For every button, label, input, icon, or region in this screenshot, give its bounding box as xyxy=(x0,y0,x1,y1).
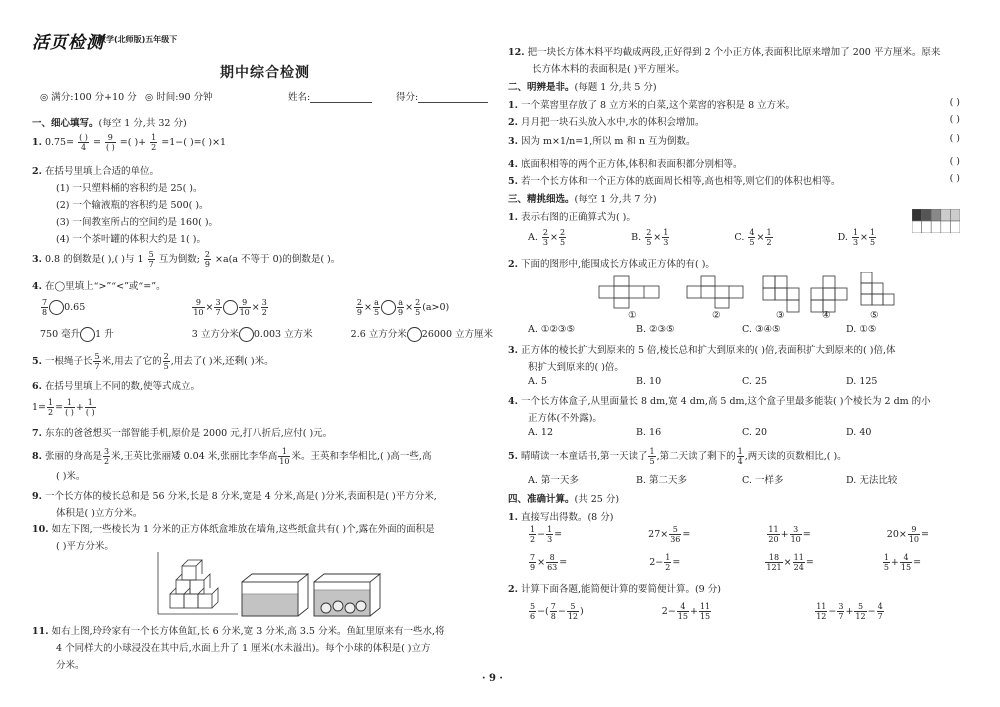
q2-item: (3) 一间教室所占的空间约是 160( )。 xyxy=(56,217,219,228)
q12-line2: 长方体木料的表面积是( )平方厘米。 xyxy=(532,64,685,75)
calc-row-2: $\frac{7}{9}$ × $\frac{8}{63}$ = 2− $\frac{1}{2}$ = $\frac{18}{121}$ × $\frac{11}{24}$ = $\frac{1}{5}$ + $\frac{4}{15}$ = xyxy=(530,553,922,572)
grade-field[interactable] xyxy=(396,89,488,103)
option-b[interactable]: B. 10 xyxy=(636,376,662,387)
c4: 4. 一个长方体盒子,从里面量长 8 dm,宽 4 dm,高 5 dm,这个盒子里最多能装( )个棱长为 2 dm 的小 xyxy=(508,396,931,407)
section-1-note: (每空 1 分,共 32 分) xyxy=(98,118,187,129)
compare-circle[interactable] xyxy=(49,300,64,315)
q1-frac3: $\frac{1}{2}$ xyxy=(151,133,157,152)
q1-frac1: $\frac{( )}{4}$ xyxy=(79,133,88,152)
compare-circle[interactable] xyxy=(239,327,254,342)
c1: 1. 表示右图的正确算式为( )。 xyxy=(508,212,636,223)
section-3-heading: 三、精挑细选。(每空 1 分,共 7 分) xyxy=(508,194,657,205)
net-label: ④ xyxy=(822,310,831,321)
q6: 6. 在括号里填上不同的数,使等式成立。 xyxy=(32,381,200,392)
section-4-heading: 四、准确计算。(共 25 分) xyxy=(508,494,620,505)
c4-line2: 正方体(不外露)。 xyxy=(528,413,602,424)
fraction-grid-figure xyxy=(912,209,960,233)
c3: 3. 正方体的棱长扩大到原来的 5 倍,棱长总和扩大到原来的( )倍,表面积扩大到原来的( )倍,体 xyxy=(508,345,896,356)
option-a[interactable]: A. 12 xyxy=(528,427,553,438)
c1-options: A. $\frac{2}{3}$ × $\frac{2}{5}$ B. $\frac{2}{5}$ × $\frac{1}{3}$ C. $\frac{4}{5}$ × $\frac{1}{2}$ D. $\frac{1}{3}$ × $\frac{1}{5}$ xyxy=(528,228,876,247)
option-d[interactable]: D. 40 xyxy=(846,427,872,438)
q6-eq: 1= $\frac{1}{2}$ = $\frac{1}{( )}$ + $\frac{1}{( )}$ xyxy=(32,398,95,417)
q10-line2: ( )平方分米。 xyxy=(56,541,114,552)
option-c[interactable]: C. 25 xyxy=(742,376,768,387)
fish-tank-figure xyxy=(240,572,310,618)
option-d[interactable]: D. xyxy=(837,232,848,243)
answer-paren[interactable]: ( ) xyxy=(949,114,960,125)
option-b[interactable]: B. 第二天多 xyxy=(636,475,688,486)
grade-line xyxy=(418,92,488,103)
judge-item: 5. 若一个长方体和一个正方体的底面周长相等,高也相等,则它们的体积也相等。 ( ) xyxy=(508,173,960,187)
judge-item: 4. 底面积相等的两个正方体,体积和表面积都分别相等。 ( ) xyxy=(508,156,960,170)
q4: 4. 在◯里填上“>”“<”或“=”。 xyxy=(32,281,166,292)
book-label: 数学(北师版)五年级下 xyxy=(98,35,178,44)
q11: 11. 如右上图,玲玲家有一个长方体鱼缸,长 6 分米,宽 3 分米,高 3.5 分米。鱼缸里原来有一些水,将 xyxy=(32,626,445,637)
option-b[interactable]: B. ②③⑤ xyxy=(636,324,675,335)
name-field[interactable] xyxy=(288,89,372,103)
page-number: · 9 · xyxy=(482,673,503,684)
answer-paren[interactable]: ( ) xyxy=(949,97,960,108)
compare-circle[interactable] xyxy=(381,300,396,315)
option-b[interactable]: B. xyxy=(631,232,642,243)
net-label: ③ xyxy=(776,310,785,321)
q1-pre: 0.75= xyxy=(44,137,75,148)
net-label: ② xyxy=(712,310,721,321)
option-a[interactable]: A. 5 xyxy=(528,376,547,387)
option-a[interactable]: A. xyxy=(528,232,538,243)
option-c[interactable]: C. ③④⑤ xyxy=(742,324,781,335)
name-label: 姓名: xyxy=(288,92,311,103)
judge-item: 3. 因为 m×1/n=1,所以 m 和 n 互为倒数。 ( ) xyxy=(508,133,960,147)
q9: 9. 一个长方体的棱长总和是 56 分米,长是 8 分米,宽是 4 分米,高是( )分米,表面积是( )平方分米, xyxy=(32,491,437,502)
q1: 1. 0.75= $\frac{( )}{4}$ = $\frac{9}{( )}$ =( )+ $\frac{1}{2}$ =1−( )=( )×1 xyxy=(32,133,227,152)
k1: 1. 直接写出得数。(8 分) xyxy=(508,512,614,523)
fish-tank-balls-figure xyxy=(312,572,382,618)
calc-row-1: $\frac{1}{2}$ − $\frac{1}{3}$ = 27× $\frac{5}{36}$ = $\frac{11}{20}$ + $\frac{3}{10}$ = 20× $\frac{9}{10}$ = xyxy=(530,525,929,544)
q1-frac2: $\frac{9}{( )}$ xyxy=(105,133,115,152)
c5: 5. 晴晴读一本童话书,第一天读了 $\frac{1}{5}$ ,第二天读了剩下的 $\frac{1}{4}$ ,两天读的页数相比,( )。 xyxy=(508,447,847,466)
q2-item: (1) 一只塑料桶的容积约是 25( )。 xyxy=(56,183,203,194)
q8: 8. 张丽的身高是 $\frac{3}{2}$ 米,王英比张丽矮 0.04 米,张丽比李华高 $\frac{1}{10}$ 米。王英和李华相比,( )高一些,高 xyxy=(32,447,432,466)
option-a[interactable]: A. 第一天多 xyxy=(528,475,579,486)
page-title: 期中综合检测 xyxy=(220,65,310,81)
section-1-title: 一、细心填写。 xyxy=(32,118,99,129)
option-c[interactable]: C. 20 xyxy=(742,427,768,438)
c2: 2. 下面的图形中,能围成长方体或正方体的有( )。 xyxy=(508,259,715,270)
option-d[interactable]: D. ①⑤ xyxy=(846,324,877,335)
q2-item: (2) 一个输液瓶的容积约是 500( )。 xyxy=(56,200,209,211)
section-2-heading: 二、明辨是非。(每题 1 分,共 5 分) xyxy=(508,82,657,93)
name-line xyxy=(310,92,372,103)
q1-num: 1. xyxy=(32,137,42,148)
option-d[interactable]: D. 125 xyxy=(846,376,878,387)
net-label: ⑤ xyxy=(870,310,879,321)
compare-circle[interactable] xyxy=(407,327,422,342)
q4-row2: 750 毫升 1 升 3 立方分米 0.003 立方米 2.6 立方分米 26000 立方厘米 xyxy=(40,329,494,340)
q2-item: (4) 一个茶叶罐的体积大约是 1( )。 xyxy=(56,234,206,245)
cube-nets-figure xyxy=(595,272,895,316)
option-c[interactable]: C. 一样多 xyxy=(742,475,784,486)
answer-paren[interactable]: ( ) xyxy=(949,133,960,144)
q8-line2: ( )米。 xyxy=(56,471,86,482)
option-d[interactable]: D. 无法比较 xyxy=(846,475,898,486)
answer-paren[interactable]: ( ) xyxy=(949,173,960,184)
option-b[interactable]: B. 16 xyxy=(636,427,662,438)
q10: 10. 如左下图,一些棱长为 1 分米的正方体纸盒堆放在墙角,这些纸盒共有( )个,露在外面的面积是 xyxy=(32,524,435,535)
c3-line2: 积扩大到原来的( )倍。 xyxy=(528,362,624,373)
q12: 12. 把一块长方体木料平均截成两段,正好得到 2 个小正方体,表面积比原来增加了 200 平方厘米。原来 xyxy=(508,47,941,58)
compare-circle[interactable] xyxy=(80,327,95,342)
q11-line2: 4 个同样大的小球浸没在其中后,水面上升了 1 厘米(水未溢出)。每个小球的体积是( )立方 xyxy=(56,643,431,654)
judge-item: 1. 一个菜窖里存放了 8 立方米的白菜,这个菜窖的容积是 8 立方米。 ( ) xyxy=(508,97,960,111)
q2: 2. 在括号里填上合适的单位。 xyxy=(32,166,159,177)
judge-item: 2. 月月把一块石头放入水中,水的体积会增加。 ( ) xyxy=(508,114,960,128)
option-a[interactable]: A. ①②③⑤ xyxy=(528,324,575,335)
q3: 3. 0.8 的倒数是( ),( )与 1 $\frac{5}{7}$ 互为倒数; $\frac{2}{9}$ ×a(a 不等于 0)的倒数是( )。 xyxy=(32,250,341,269)
calc-row-3: $\frac{5}{6}$ −( $\frac{7}{8}$ − $\frac{5}{12}$ ) 2− $\frac{4}{15}$ + $\frac{11}{15}$ $\frac{11}{12}$ − $\frac{3}{7}$ + $\frac{5}{12}$ − $\frac{4}{7}$ xyxy=(530,602,883,621)
brand-logo: 活页检测 xyxy=(32,33,104,53)
time-info: ◎ 时间:90 分钟 xyxy=(145,92,213,103)
compare-circle[interactable] xyxy=(223,300,238,315)
net-label: ① xyxy=(628,310,637,321)
score-info: ◎ 满分:100 分+10 分 xyxy=(40,92,137,103)
q5: 5. 一根绳子长 $\frac{5}{7}$ 米,用去了它的 $\frac{2}{5}$ ,用去了( )米,还剩( )米。 xyxy=(32,352,274,371)
k2: 2. 计算下面各题,能简便计算的要简便计算。(9 分) xyxy=(508,584,721,595)
q9-line2: 体积是( )立方分米。 xyxy=(56,508,143,519)
grade-label: 得分: xyxy=(396,92,419,103)
q11-line3: 分米。 xyxy=(56,660,85,671)
option-c[interactable]: C. xyxy=(734,232,745,243)
stacked-cubes-figure xyxy=(150,550,240,616)
answer-paren[interactable]: ( ) xyxy=(949,156,960,167)
q4-row1: $\frac{7}{8}$ 0.65 $\frac{9}{10}$ × $\frac{3}{7}$ $\frac{9}{10}$ × $\frac{3}{2}$ $\frac{2}{9}$ × $\frac{a}{5}$ $\frac{a}{9}$ × $\frac{2}{5}$ (a>0) xyxy=(42,298,450,317)
q7: 7. 东东的爸爸想买一部智能手机,原价是 2000 元,打八折后,应付( )元。 xyxy=(32,428,333,439)
section-1-heading xyxy=(32,115,187,129)
